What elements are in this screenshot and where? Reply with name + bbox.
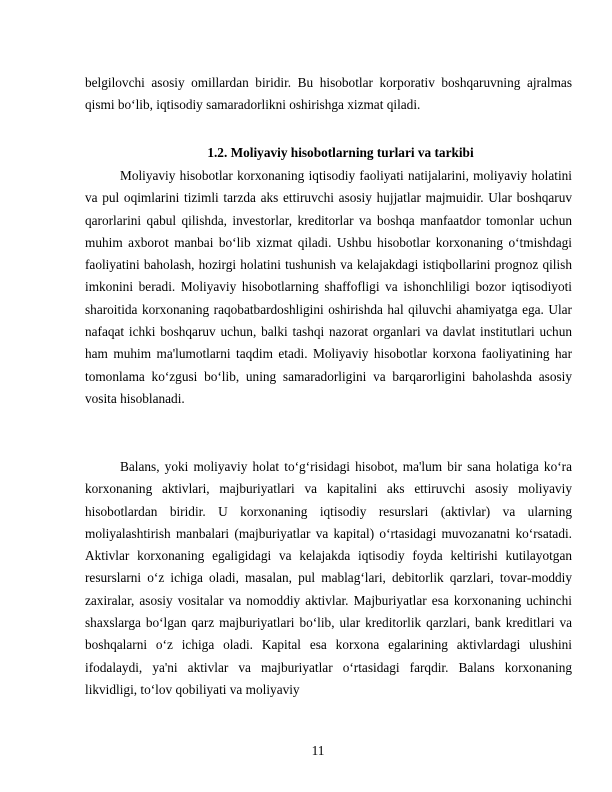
page-number: 11 bbox=[311, 743, 325, 758]
section-heading: 1.2. Moliyaviy hisobotlarning turlari va tarkibi bbox=[207, 145, 474, 160]
paragraph-continuation: belgilovchi asosiy omillardan biridir. Bu hisobotlar korporativ boshqaruvning ajralmas qismi boʻlib, iqtisodiy samaradorlikni oshirishga xizmat qiladi. bbox=[85, 75, 572, 113]
paragraph-intro: Moliyaviy hisobotlar korxonaning iqtisodiy faoliyati natijalarini, moliyaviy holatini va pul oqimlarini tizimli tarzda aks ettiruvchi asosiy hujjatlar majmuidir. Ular boshqaruv qarorlarini qabul qilishda, investorlar, kreditorlar va boshqa manfaatdor tomonlar uchun muhim axborot manbai boʻlib xizmat qiladi. Ushbu hisobotlar korxonaning oʻtmishdagi faoliyatini baholash, hozirgi holatini tushunish va kelajakdagi istiqbollarini prognoz qilish imkonini beradi. Moliyaviy hisobotlarning shaffofligi va ishonchliligi bozor iqtisodiyoti sharoitida korxonaning raqobatbardoshligini oshirishda hal qiluvchi ahamiyatga ega. Ular nafaqat ichki boshqaruv uchun, balki tashqi nazorat organlari va davlat institutlari uchun ham muhim ma'lumotlarni taqdim etadi. Moliyaviy hisobotlar korxona faoliyatining har tomonlama koʻzgusi boʻlib, uning samaradorligini va barqarorligini baholashda asosiy vosita hisoblanadi. bbox=[85, 168, 572, 406]
paragraph-balance: Balans, yoki moliyaviy holat toʻgʻrisidagi hisobot, ma'lum bir sana holatiga koʻra korxonaning aktivlari, majburiyatlari va kapitalini aks ettiruvchi asosiy moliyaviy hisobotlardan biridir. U korxonaning iqtisodiy resurslari (aktivlar) va ularning moliyalashtirish manbalari (majburiyatlar va kapital) oʻrtasidagi muvozanatni koʻrsatadi. Aktivlar korxonaning egaligidagi va kelajakda iqtisodiy foyda keltirishi kutilayotgan resurslarni oʻz ichiga oladi, masalan, pul mablagʻlari, debitorlik qarzlari, tovar-moddiy zaxiralar, asosiy vositalar va nomoddiy aktivlar. Majburiyatlar esa korxonaning uchinchi shaxslarga boʻlgan qarz majburiyatlari boʻlib, ular kreditorlik qarzlari, bank kreditlari va boshqalarni oʻz ichiga oladi. Kapital esa korxona egalarining aktivlardagi ulushini ifodalaydi, ya'ni aktivlar va majburiyatlar oʻrtasidagi farqdir. Balans korxonaning likvidligi, toʻlov qobiliyati va moliyaviy bbox=[85, 459, 572, 697]
